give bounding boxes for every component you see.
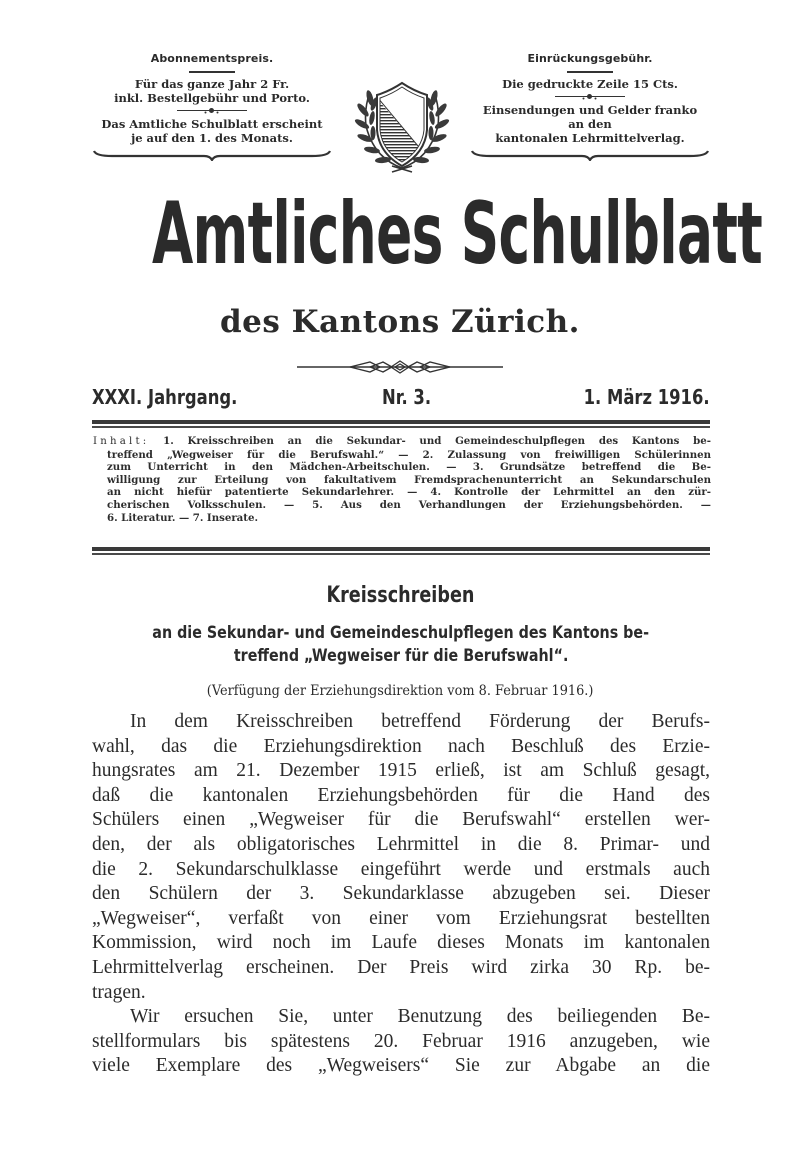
body-line: Wir ersuchen Sie, unter Benutzung des beiliegenden Be- [130, 1006, 710, 1028]
body-line: „Wegweiser“, verfaßt von einer vom Erziehungsrat bestellten [92, 907, 710, 929]
body-line: In dem Kreisschreiben betreffend Förderung der Berufs- [130, 711, 710, 732]
body-line: Kommission, wird noch im Laufe dieses Monats im kantonalen [92, 932, 710, 954]
masthead-title-container [0, 186, 800, 282]
contents-line: treffend „Wegweiser für die Berufswahl.“ — 2. Zulassung von freiwilligen Schülerinnen [107, 448, 711, 461]
dot-divider-icon [555, 93, 625, 101]
contents-label: Inhalt: [93, 436, 150, 447]
body-line: den Schülern der 3. Sekundarklasse abzugeben sei. Dieser [92, 883, 710, 905]
body-line: viele Exemplare des „Wegweisers“ Sie zur Abgabe an die [92, 1055, 710, 1077]
contents-line: an nicht hiefür patentierte Sekundarlehrer. — 4. Kontrolle der Lehrmittel an den zür- [107, 486, 711, 499]
brace-ornament-icon [92, 149, 332, 161]
contents-line: cherischen Volksschulen. — 5. Aus den Verhandlungen der Erziehungsbehörden. — [107, 498, 711, 511]
volume-label: XXXI. Jahrgang. [92, 385, 238, 409]
coat-of-arms-icon [348, 78, 456, 174]
contents-line: willigung zur Erteilung von fakultativem Fremdsprachenunterricht an Sekundarschulen [107, 473, 711, 486]
brace-ornament-icon [470, 149, 710, 161]
submission-line: kantonalen Lehrmittelverlag. [495, 130, 685, 145]
price-line: Für das ganze Jahr 2 Fr. [134, 76, 290, 91]
insertion-fee-box [468, 52, 712, 161]
body-line: den, der als obligatorisches Lehrmittel in die 8. Primar- und [92, 833, 710, 855]
table-of-contents [93, 435, 711, 524]
body-line: Schülers einen „Wegweiser für die Berufswahl“ erstellen wer- [92, 809, 710, 831]
body-line: tragen. [92, 981, 146, 1003]
body-line: daß die kantonalen Erziehungsbehörden für die Hand des [92, 784, 710, 806]
body-line: stellformulars bis spätestens 20. Februar 1916 anzugeben, wie [92, 1030, 710, 1052]
publication-title: Amtliches Schulblatt [152, 184, 763, 284]
divider [567, 71, 613, 73]
subtitle-line: treffend „Wegweiser für die Berufswahl“. [233, 646, 569, 666]
subscription-heading: Abonnementspreis. [150, 52, 274, 65]
issue-number: Nr. 3. [382, 385, 432, 409]
contents-line: Inhalt: 1. Kreisschreiben an die Sekundar- und Gemeindeschulpflegen des Kantons be- [93, 435, 711, 447]
submission-line: an den [568, 116, 612, 131]
body-line: hungsrates am 21. Dezember 1915 erließ, ist am Schluß gesagt, [92, 760, 710, 782]
publication-line: je auf den 1. des Monats. [131, 130, 293, 145]
article-title: Kreisschreiben [326, 583, 474, 608]
contents-line: zum Unterricht in den Mädchen-Arbeitschulen. — 3. Grundsätze betreffend die Be- [107, 461, 711, 474]
article-subtitle [92, 622, 710, 668]
issue-info [92, 384, 710, 410]
submission-line: Einsendungen und Gelder franko [482, 102, 698, 117]
diamond-ornament-icon [295, 360, 505, 374]
fee-line: Die gedruckte Zeile 15 Cts. [502, 76, 678, 91]
publication-line: Das Amtliche Schulblatt erscheint [101, 116, 323, 131]
subtitle-line: an die Sekundar- und Gemeindeschulpflegen des Kantons be- [152, 623, 650, 643]
divider [189, 71, 235, 73]
double-rule-divider [92, 420, 710, 428]
price-line: inkl. Bestellgebühr und Porto. [114, 90, 310, 105]
article-body [92, 710, 710, 1079]
issue-date: 1. März 1916. [584, 385, 710, 409]
contents-line: 6. Literatur. — 7. Inserate. [107, 511, 259, 524]
dot-divider-icon [177, 107, 247, 115]
body-line: wahl, das die Erziehungsdirektion nach Beschluß des Erzie- [92, 735, 710, 757]
double-rule-divider [92, 547, 710, 555]
body-line: die 2. Sekundarschulklasse eingeführt werde und erstmals auch [92, 858, 710, 880]
body-line: Lehrmittelverlag erscheinen. Der Preis wird zirka 30 Rp. be- [92, 956, 710, 978]
publication-subtitle: des Kantons Zürich. [220, 304, 580, 340]
insertion-heading: Einrückungsgebühr. [527, 52, 653, 65]
article-decree-note: (Verfügung der Erziehungsdirektion vom 8. Februar 1916.) [206, 683, 594, 699]
subscription-price-box [92, 52, 332, 161]
